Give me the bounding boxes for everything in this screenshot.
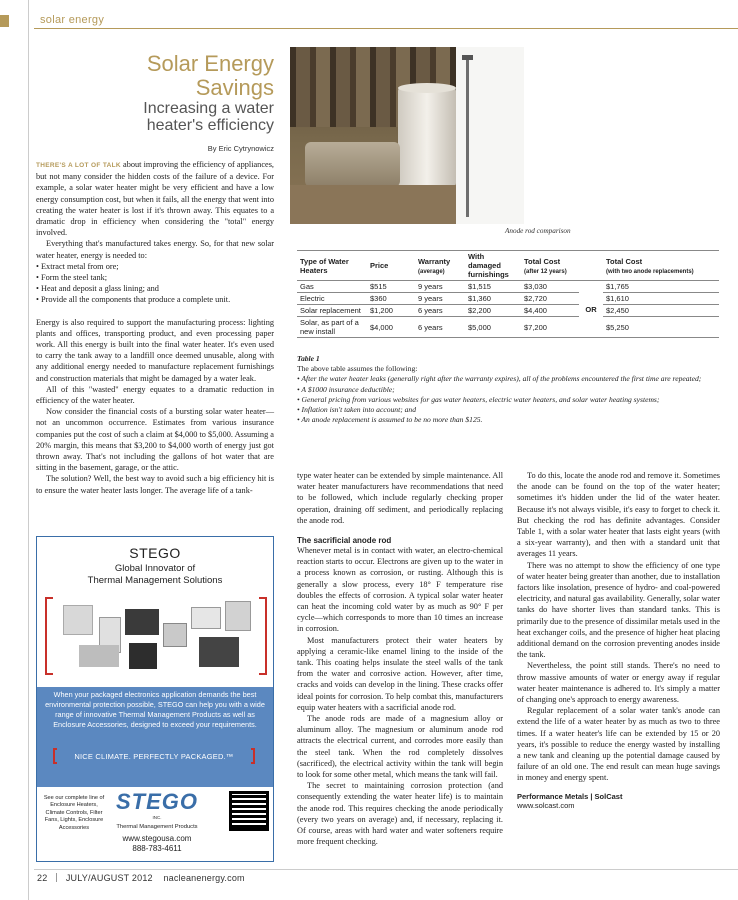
- table-cell: $2,200: [465, 305, 521, 317]
- list-item: • Heat and deposit a glass lining; and: [36, 284, 159, 294]
- product-shape: [191, 607, 221, 629]
- column-header: With damaged furnishings: [465, 251, 521, 281]
- column-1: [36, 159, 274, 496]
- issue-date: JULY/AUGUST 2012: [65, 873, 153, 883]
- table-cell: Solar replacement: [297, 305, 367, 317]
- stego-logo: [113, 789, 201, 823]
- table-cell: $5,250: [603, 317, 719, 338]
- right-bracket-icon: [259, 597, 267, 675]
- logo-text: STEGO: [115, 789, 198, 814]
- table-cell: $5,000: [465, 317, 521, 338]
- paragraph: Now consider the financial costs of a bursting solar water heater—not an uncommon occurrence. Estimates from various insurance companies put the cost of such a claim at $4,000 to $5,000. Assuming a 20% margin, this means that $3,200 to $4,000 worth of energy just got thrown away. That's not including the gallons of hot water that are sitting in the basement, garage, or the attic.: [36, 407, 274, 473]
- paragraph: Everything that's manufactured takes energy. So, for that new solar water heater, energy is needed to:: [36, 239, 274, 260]
- table-note: • General pricing from various websites for gas water heaters, electric water heaters, and solar water heating systems;: [297, 394, 660, 404]
- footer: [37, 873, 245, 883]
- intro-paragraph: THERE'S A LOT OF TALK about improving the efficiency of appliances, but not many consider the hidden costs of the failure of a device. For example, a solar water heater might be very efficient and have a low energy consumption cost, but when it fails, all the energy that went into creating the water heater is lost if it's thrown away. This equates to a dramatic drop in efficiency when considering the "total" energy involved.: [36, 160, 274, 238]
- left-bracket-icon: [45, 597, 53, 675]
- table-note: • After the water heater leaks (generally right after the warranty expires), all of the problems encountered the first time are repeated;: [297, 374, 702, 384]
- table-cell: Solar, as part of a new install: [297, 317, 367, 338]
- footer-site[interactable]: nacleanenergy.com: [163, 873, 245, 883]
- paragraph: Nevertheless, the point still stands. There's no need to throw massive amounts of water or energy away if regular water heater maintenance is adhered to. It's simply a matter of changing one's approach to energy awareness.: [517, 661, 720, 705]
- table-cell: $1,610: [603, 293, 719, 305]
- table-cell: $1,360: [465, 293, 521, 305]
- header-rule: [0, 15, 9, 27]
- rod: [466, 57, 469, 217]
- table-cell: $1,765: [603, 281, 719, 293]
- author-credit: Performance Metals | SolCast: [517, 791, 623, 801]
- cost-table: [297, 250, 719, 338]
- ad-tagline-2: Thermal Management Solutions: [87, 575, 223, 586]
- or-label: OR: [579, 281, 603, 338]
- table-row: [297, 305, 719, 317]
- table-cell: $7,200: [521, 317, 579, 338]
- column-header: Total Cost (with two anode replacements): [603, 251, 719, 281]
- paragraph: Energy is also required to support the manufacturing process: lighting plants and offices, transporting product, and even processing paper work. All this energy is built into the final water heater. It's even used to carry the tank away to a landfill once deemed unusable, along with any additional energy needed to manufacture replacement furnishings and construction materials that might be damaged by a water leak.: [36, 317, 274, 383]
- paragraph: type water heater can be extended by simple maintenance. All water heater manufacturers have recommendations that need to be followed, which include regularly checking proper operation, draining off sediment, and periodically replacing the anode rod.: [297, 471, 503, 525]
- paragraph: The anode rods are made of a magnesium alloy or aluminum alloy. The magnesium or aluminum anode rod attracts the electrical current, and corrodes more easily than the steel tank. When the rod completely dissolves (sacrificed), the electrical activity within the tank will begin to look for some other metal, which means the tank will fail.: [297, 714, 503, 780]
- subtitle-line-2: heater's efficiency: [146, 117, 274, 134]
- table-row: [297, 281, 719, 293]
- cost-table-grid: [297, 250, 719, 338]
- column-header: Warranty (average): [415, 251, 465, 281]
- table-cell: Gas: [297, 281, 367, 293]
- paragraph: The solution? Well, the best way to avoid such a big efficiency hit is to ensure the water heater lasts longer. The average life of a tank-: [36, 474, 274, 495]
- product-shape: [63, 605, 93, 635]
- footer-rule: [34, 869, 738, 870]
- column-header: Total Cost (after 12 years): [521, 251, 579, 281]
- table-row: [297, 293, 719, 305]
- table-note: • Inflation isn't taken into account; and: [297, 405, 417, 415]
- footer-divider: [56, 873, 57, 882]
- photo-caption: Anode rod comparison: [505, 227, 571, 235]
- header-line: [34, 28, 738, 29]
- table-note: • An anode replacement is assumed to be no more than $125.: [297, 415, 483, 425]
- product-shape: [79, 645, 119, 667]
- table-intro: The above table assumes the following:: [297, 364, 418, 374]
- table-cell: $4,400: [521, 305, 579, 317]
- ad-slogan: NICE CLIMATE. PERFECTLY PACKAGED.™: [74, 752, 234, 761]
- lead-caps: THERE'S A LOT OF TALK: [36, 162, 121, 169]
- section-label: solar energy: [40, 14, 105, 26]
- product-shape: [225, 601, 251, 631]
- author-url[interactable]: www.solcast.com: [517, 800, 575, 810]
- table-cell: 6 years: [415, 305, 465, 317]
- paragraph: The secret to maintaining corrosion protection (and consequently extending the water heater life) is to maintain the anode rod. This requires checking the anode periodically (every two years on average) and, if necessary, replacing it. Of course, areas with hard water and water softeners require more frequent checking.: [297, 781, 503, 847]
- table-cell: 9 years: [415, 281, 465, 293]
- anode-rod-photo-right: [456, 47, 524, 224]
- ad-side-list: See our complete line of Enclosure Heaters, Climate Controls, Filter Fans, Lights, Enclosure Accessories: [43, 795, 105, 831]
- ad-brand: STEGO: [129, 545, 181, 561]
- paragraph: There was no attempt to show the efficiency of one type of water heater being greater than another, due to installation factors like insolation, presence of hydro- and coal-powered electricity, and natural gas availability. Generally, solar water tanks do have shorter lives than standard tanks. This is primarily due to the presence of dissimilar metals used in the heat exchanger coils, and the presence of higher heat placing additional demand on the corrosion preventing anodes inside the tank.: [517, 560, 720, 660]
- water-heater-tank: [398, 87, 456, 187]
- solar-tank: [305, 142, 400, 187]
- table-note: • A $1000 insurance deductible;: [297, 384, 395, 394]
- tank-top: [398, 83, 456, 93]
- ad-phone: 888-783-4611: [132, 844, 182, 853]
- subheading: The sacrificial anode rod: [297, 536, 392, 546]
- table-notes: [297, 354, 717, 425]
- subtitle-line-1: Increasing a water: [143, 100, 274, 117]
- table-cell: $4,000: [367, 317, 415, 338]
- product-collage: [59, 597, 253, 679]
- table-cell: $1,200: [367, 305, 415, 317]
- byline: By Eric Cytrynowicz: [207, 144, 274, 153]
- slogan-right-bracket: [251, 748, 255, 764]
- column-header: [579, 251, 603, 281]
- paragraph: Whenever metal is in contact with water, an electro-chemical reaction starts to occur. Electrons are given up to the water in a process known as corrosion, or rusting. Although this is generally a slow process, every 18° F temperature rise doubles the effects of corrosion. A typical solar water heater can heat the incoming cold water by as much as 90° F per cycle—which corresponds to more than 10 times an increase in corrosion.: [297, 546, 503, 634]
- list-item: • Extract metal from ore;: [36, 261, 119, 271]
- page-number: 22: [37, 873, 48, 883]
- product-shape: [125, 609, 159, 635]
- column-header: Type of Water Heaters: [297, 251, 367, 281]
- ad-tagline-1: Global Innovator of: [114, 563, 196, 574]
- title-line-1: Solar Energy: [146, 51, 274, 76]
- energy-list: [36, 261, 274, 306]
- table-cell: $1,515: [465, 281, 521, 293]
- column-3: [517, 470, 720, 810]
- paragraph: Regular replacement of a solar water tank's anode can extend the life of a water heater by as much as two to three times. If a water heater's life can be extended by 15 or 20 years, it's possible to reduce the energy wasted by installing a new tank and cleaning up the potential damage caused by failure of an old one. The end result can mean huge savings in money and energy spent.: [517, 706, 720, 783]
- logo-subtitle: Thermal Management Products: [116, 824, 198, 830]
- table-cell: Electric: [297, 293, 367, 305]
- table-caption: Table 1: [297, 354, 320, 363]
- table-cell: $515: [367, 281, 415, 293]
- table-cell: $3,030: [521, 281, 579, 293]
- paragraph: To do this, locate the anode rod and remove it. Sometimes the anode can be found on the top of the water heater; sometimes it's hidden under the lid of the water heater. Because it's not always visible, it's easy to forget to check it. But checking the rod has definite advantages. Consider Table 1, with a solar water heater that lasts eight years (with a six-year warranty), and then with a standard unit that averages 11 years.: [517, 471, 720, 559]
- logo-inc: INC.: [152, 815, 162, 820]
- table-cell: $360: [367, 293, 415, 305]
- title-line-2: Savings: [195, 75, 274, 100]
- table-header-row: [297, 251, 719, 281]
- table-row: [297, 317, 719, 338]
- product-shape: [129, 643, 157, 669]
- product-shape: [199, 637, 239, 667]
- ad-url[interactable]: www.stegousa.com: [122, 834, 192, 843]
- ad-body: When your packaged electronics application demands the best environmental protection possible, STEGO can help you with a wide range of innovative Thermal Management Products as well as Enclosure Accessories, designed to exceed your requirements.: [45, 690, 265, 729]
- column-header: Price: [367, 251, 415, 281]
- paragraph: All of this "wasted" energy equates to a dramatic reduction in efficiency of the water heater.: [36, 384, 274, 406]
- table-cell: $2,450: [603, 305, 719, 317]
- paragraph: Most manufacturers protect their water heaters by applying a ceramic-like enamel lining to the inside of the tank. This coating helps insulate the steel walls of the tank from the water and corrosive action. However, after time, cracks and voids can develop in the lining. These cracks offer ideal points for corrosion. To help combat this, manufacturers equip water heaters with a sacrificial anode rod.: [297, 635, 503, 712]
- left-margin-rule: [28, 0, 29, 900]
- list-item: • Provide all the components that produce a complete unit.: [36, 295, 231, 305]
- product-shape: [163, 623, 187, 647]
- list-item: • Form the steel tank;: [36, 273, 108, 283]
- article-title: [147, 52, 274, 100]
- table-cell: $2,720: [521, 293, 579, 305]
- stego-advertisement[interactable]: [36, 536, 274, 862]
- table-cell: 9 years: [415, 293, 465, 305]
- article-subtitle: [143, 100, 274, 134]
- rod-cap: [462, 55, 473, 60]
- table-cell: 6 years: [415, 317, 465, 338]
- column-2: [297, 470, 503, 848]
- qr-code-icon[interactable]: [229, 791, 269, 831]
